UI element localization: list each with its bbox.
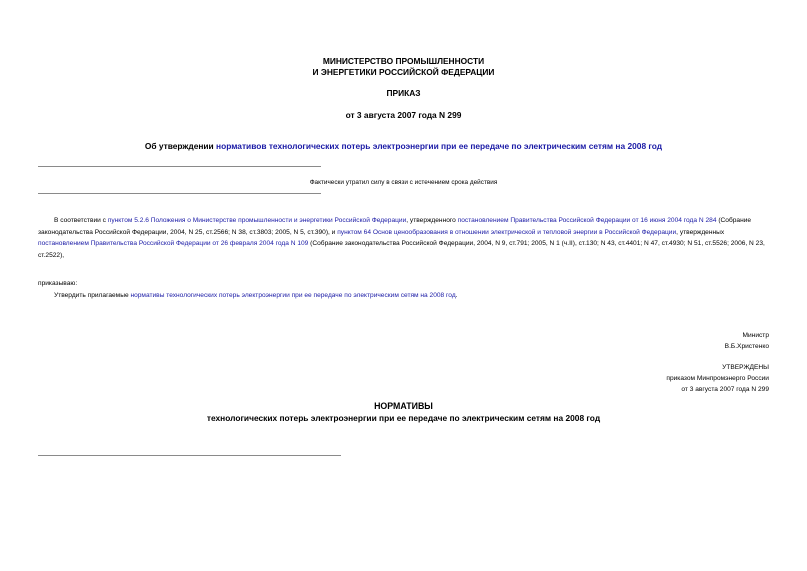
link-government-decree-284[interactable]: постановлением Правительства Российской Федерации от 16 июня 2004 года N 284: [457, 217, 717, 224]
link-government-decree-109[interactable]: постановлением Правительства Российской Федерации от 26 февраля 2004 года N 109: [38, 240, 309, 248]
approval-block: [666, 362, 769, 395]
divider-footer: [38, 455, 341, 456]
approval-line2: от 3 августа 2007 года N 299: [681, 386, 769, 393]
divider-top: [38, 166, 321, 167]
link-regulation-clause[interactable]: пунктом 5.2.6 Положения о Министерстве промышленности и энергетики Российской Федерации: [107, 217, 407, 224]
document-title-prefix: Об утверждении: [144, 141, 217, 151]
ministry-name-line2: И ЭНЕРГЕТИКИ РОССИЙСКОЙ ФЕДЕРАЦИИ: [312, 67, 495, 77]
document-title-link[interactable]: нормативов технологических потерь электроэнергии при ее передаче по электрическим сетям на 2008 год: [216, 141, 663, 151]
divider-bottom: [38, 193, 321, 194]
preamble-text-3: (Собрание законодательства Российской Федерации, 2004, N 25, ст.2566; N 38, ст.3803; 2005, N 5, ст.390), и: [38, 217, 752, 236]
document-type: ПРИКАЗ: [386, 88, 421, 98]
approval-label: УТВЕРЖДЕНЫ: [722, 364, 769, 371]
preamble-paragraph: [38, 215, 772, 261]
norms-heading: НОРМАТИВЫ: [374, 401, 433, 411]
order-label: приказываю:: [38, 280, 78, 287]
link-pricing-basics-clause[interactable]: пунктом 64 Основ ценообразования в отношении электрической и тепловой энергии в Российской Федерации: [337, 228, 677, 236]
link-norms-appendix[interactable]: нормативы технологических потерь электроэнергии при ее передаче по электрическим сетям на 2008 год: [130, 292, 456, 299]
preamble-text-4: , утвержденных: [676, 228, 725, 236]
document-title: [0, 141, 807, 151]
preamble-text-2: , утвержденного: [406, 217, 458, 224]
ministry-name-line1: МИНИСТЕРСТВО ПРОМЫШЛЕННОСТИ: [322, 56, 485, 66]
signature-position: Министр: [742, 332, 769, 339]
norms-subheading: технологических потерь электроэнергии при ее передаче по электрическим сетям на 2008 год: [206, 413, 601, 423]
order-text-2: .: [455, 292, 458, 299]
order-text-1: Утвердить прилагаемые: [54, 292, 131, 299]
signature-block: [725, 330, 769, 352]
status-note: Фактически утратил силу в связи с истечением срока действия: [309, 179, 498, 186]
signature-name: В.Б.Христенко: [724, 343, 769, 350]
order-paragraph: [38, 290, 772, 302]
preamble-text-5: (Собрание законодательства Российской Федерации, 2004, N 9, ст.791; 2005, N 1 (ч.II), ст.130; N 43, ст.4401; N 47, ст.4930; N 51, ст.5526; 2006, N 23, ст.2522),: [38, 240, 765, 259]
preamble-text-1: В соответствии с: [54, 217, 108, 224]
document-date: от 3 августа 2007 года N 299: [345, 110, 462, 120]
approval-line1: приказом Минпромэнерго России: [666, 375, 769, 382]
